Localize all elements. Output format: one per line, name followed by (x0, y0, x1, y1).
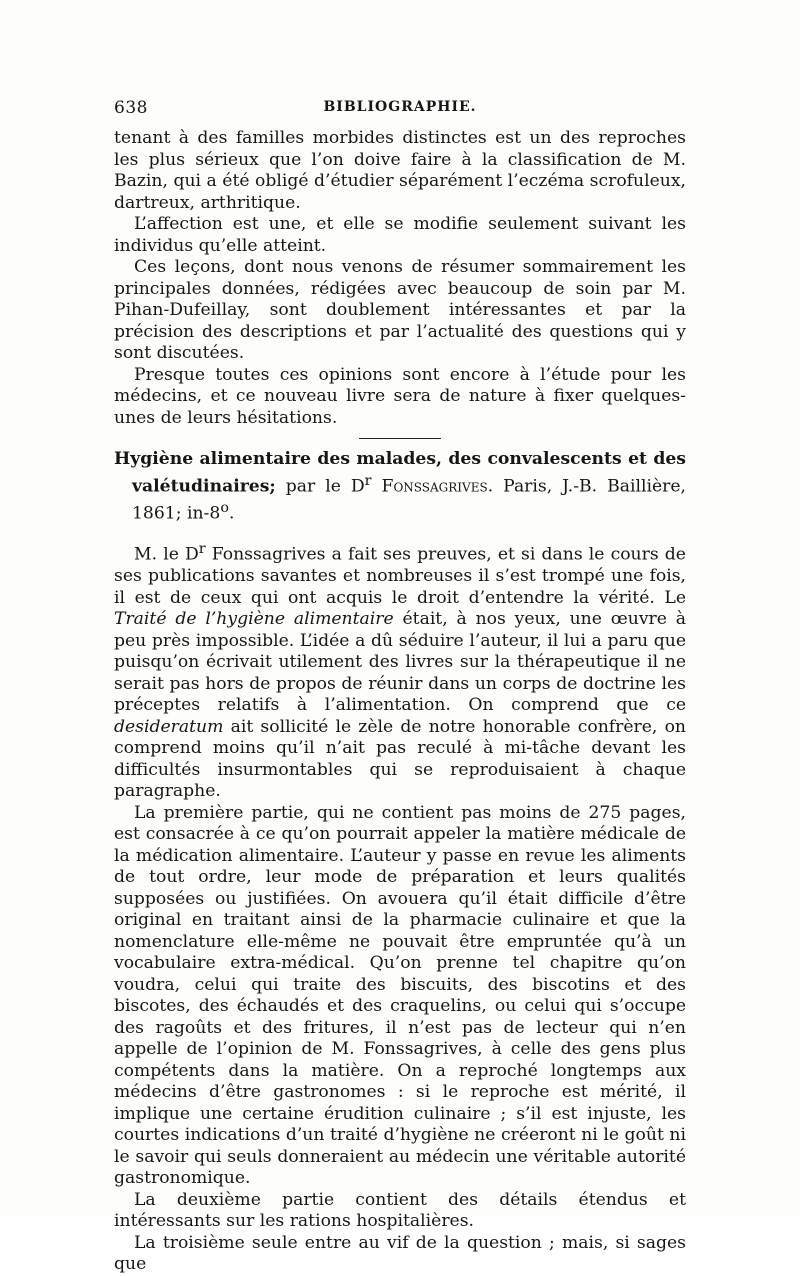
body-text (114, 128, 686, 1276)
paragraph: Ces leçons, dont nous venons de résumer sommairement les principales données, rédigées avec beaucoup de soin par M. Pihan-Dufeillay, sont doublement intéressantes et par la précision des descriptions et par l’actualité des questions qui y sont discutées. (114, 257, 686, 363)
paragraph-text: Fonssagrives a fait ses preuves, et si dans le cours de ses publications savantes et nombreuses il s’est trompé une fois, il est de ceux qui ont acquis le droit d’entendre la vérité. Le (114, 544, 686, 608)
entry-title: Hygiène alimentaire des malades, des convalescents et des valétudinaires; (114, 449, 686, 497)
paragraph-text: ait sollicité le zèle de notre honorable confrère, on comprend moins qu’il n’ait pas reculé à mi-tâche devant les difficultés insurmontables qui se reproduisaient à chaque paragraphe. (114, 716, 686, 802)
paragraph (114, 539, 686, 803)
entry-publication: . Paris, J.-B. Baillière, 1861; in-8 (132, 476, 686, 524)
entry-format-superscript: o (220, 499, 229, 516)
entry-author: Fonssagrives (381, 476, 488, 497)
paragraph: Presque toutes ces opinions sont encore à l’étude pour les médecins, et ce nouveau livre sera de nature à fixer quelques-unes de leurs hésitations. (114, 364, 686, 428)
page-header (114, 98, 686, 124)
dr-superscript: r (198, 540, 206, 557)
book-title-italic: Traité de l’hygiène alimentaire (114, 609, 394, 630)
paragraph: La troisième seule entre au vif de la question ; mais, si sages que (114, 1232, 686, 1275)
paragraph-text: était, à nos yeux, une œuvre à peu près impossible. L’idée a dû séduire l’auteur, il lui a paru que puisqu’on écrivait utilement des livres sur la thérapeutique il ne serait pas hors de propos de réunir dans un corps de doctrine les préceptes relatifs à l’alimentation. On comprend que ce (114, 609, 686, 716)
running-head: BIBLIOGRAPHIE. (323, 99, 477, 115)
entry-end: . (228, 503, 235, 524)
section-divider (359, 438, 441, 439)
paragraph: La deuxième partie contient des détails étendus et intéressants sur les rations hospitalières. (114, 1189, 686, 1232)
paragraph-text: M. le D (134, 544, 199, 565)
entry-by: par le D (275, 476, 365, 497)
entry-dr-superscript: r (364, 472, 372, 489)
paragraph: L’affection est une, et elle se modifie seulement suivant les individus qu’elle atteint. (114, 214, 686, 256)
paragraph-continuation: tenant à des familles morbides distinctes est un des reproches les plus sérieux que l’on doive faire à la classification de M. Bazin, qui a été obligé d’étudier séparément l’eczéma scrofuleux, dartreux, arthritique. (114, 128, 686, 213)
bibliography-entry (114, 449, 686, 525)
latin-term-italic: desideratum (114, 716, 224, 737)
page-number: 638 (114, 98, 148, 118)
paragraph: La première partie, qui ne contient pas moins de 275 pages, est consacrée à ce qu’on pourrait appeler la matière médicale de la médication alimentaire. L’auteur y passe en revue les aliments de tout ordre, leur mode de préparation et leurs qualités supposées ou justifiées. On avouera qu’il était difficile d’être original en traitant ainsi de la pharmacie culinaire et que la nomenclature elle-même ne pouvait être empruntée qu’à un vocabulaire extra-médical. Qu’on prenne tel chapitre qu’on voudra, celui qui traite des biscuits, des biscotins et des biscotes, des échaudés et des craquelins, ou celui qui s’occupe des ragoûts et des fritures, il n’est pas de lecteur qui n’en appelle de l’opinion de M. Fonssagrives, à celle des gens plus compétents dans la matière. On a reproché longtemps aux médecins d’être gastronomes : si le reproche est mérité, il implique une certaine érudition culinaire ; s’il est injuste, les courtes indications d’un traité d’hygiène ne créeront ni le goût ni le savoir qui seuls donneraient au médecin une véritable autorité gastronomique. (114, 802, 686, 1189)
